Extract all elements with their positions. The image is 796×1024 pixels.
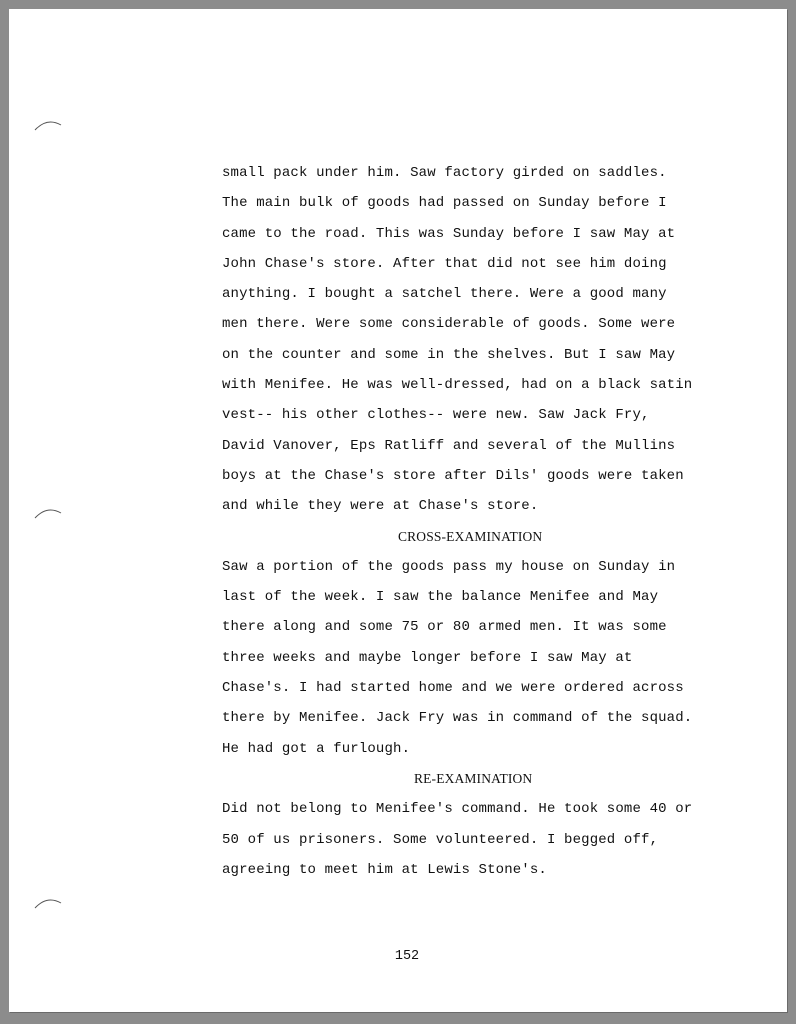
text-line: Chase's. I had started home and we were ordered across [222, 680, 684, 697]
text-line: Saw a portion of the goods pass my house on Sunday in [222, 558, 676, 575]
text-line: boys at the Chase's store after Dils' goods were taken [222, 467, 684, 484]
text-line: vest-- his other clothes-- were new. Saw Jack Fry, [222, 407, 650, 424]
punch-hole-mark-top [33, 117, 63, 133]
text-line: John Chase's store. After that did not see him doing [222, 255, 667, 272]
document-page [9, 9, 787, 1012]
re-examination-heading: RE-EXAMINATION [414, 770, 533, 786]
text-line: Did not belong to Menifee's command. He took some 40 or [222, 801, 693, 818]
text-line: on the counter and some in the shelves. But I saw May [222, 346, 676, 363]
text-line: anything. I bought a satchel there. Were a good many [222, 286, 667, 303]
text-line: He had got a furlough. [222, 740, 411, 757]
page-number: 152 [394, 949, 420, 964]
text-line: 50 of us prisoners. Some volunteered. I begged off, [222, 831, 659, 848]
cross-examination-heading: CROSS-EXAMINATION [398, 528, 543, 544]
text-line: men there. Were some considerable of goods. Some were [222, 316, 676, 333]
text-line: David Vanover, Eps Ratliff and several of the Mullins [222, 437, 676, 454]
punch-hole-mark-bottom [33, 895, 63, 911]
text-line: small pack under him. Saw factory girded on saddles. [222, 165, 667, 181]
text-line: came to the road. This was Sunday before I saw May at [222, 225, 676, 242]
text-line: and while they were at Chase's store. [222, 498, 539, 515]
text-line: there by Menifee. Jack Fry was in command of the squad. [222, 710, 693, 727]
punch-hole-mark-middle [33, 505, 63, 521]
text-line: three weeks and maybe longer before I saw May at [222, 649, 633, 666]
transcript-body [222, 158, 762, 885]
text-line: agreeing to meet him at Lewis Stone's. [222, 861, 547, 878]
text-line: last of the week. I saw the balance Menifee and May [222, 589, 659, 606]
text-line: The main bulk of goods had passed on Sunday before I [222, 195, 667, 212]
text-line: there along and some 75 or 80 armed men. It was some [222, 619, 667, 636]
text-line: with Menifee. He was well-dressed, had on a black satin [222, 377, 693, 394]
